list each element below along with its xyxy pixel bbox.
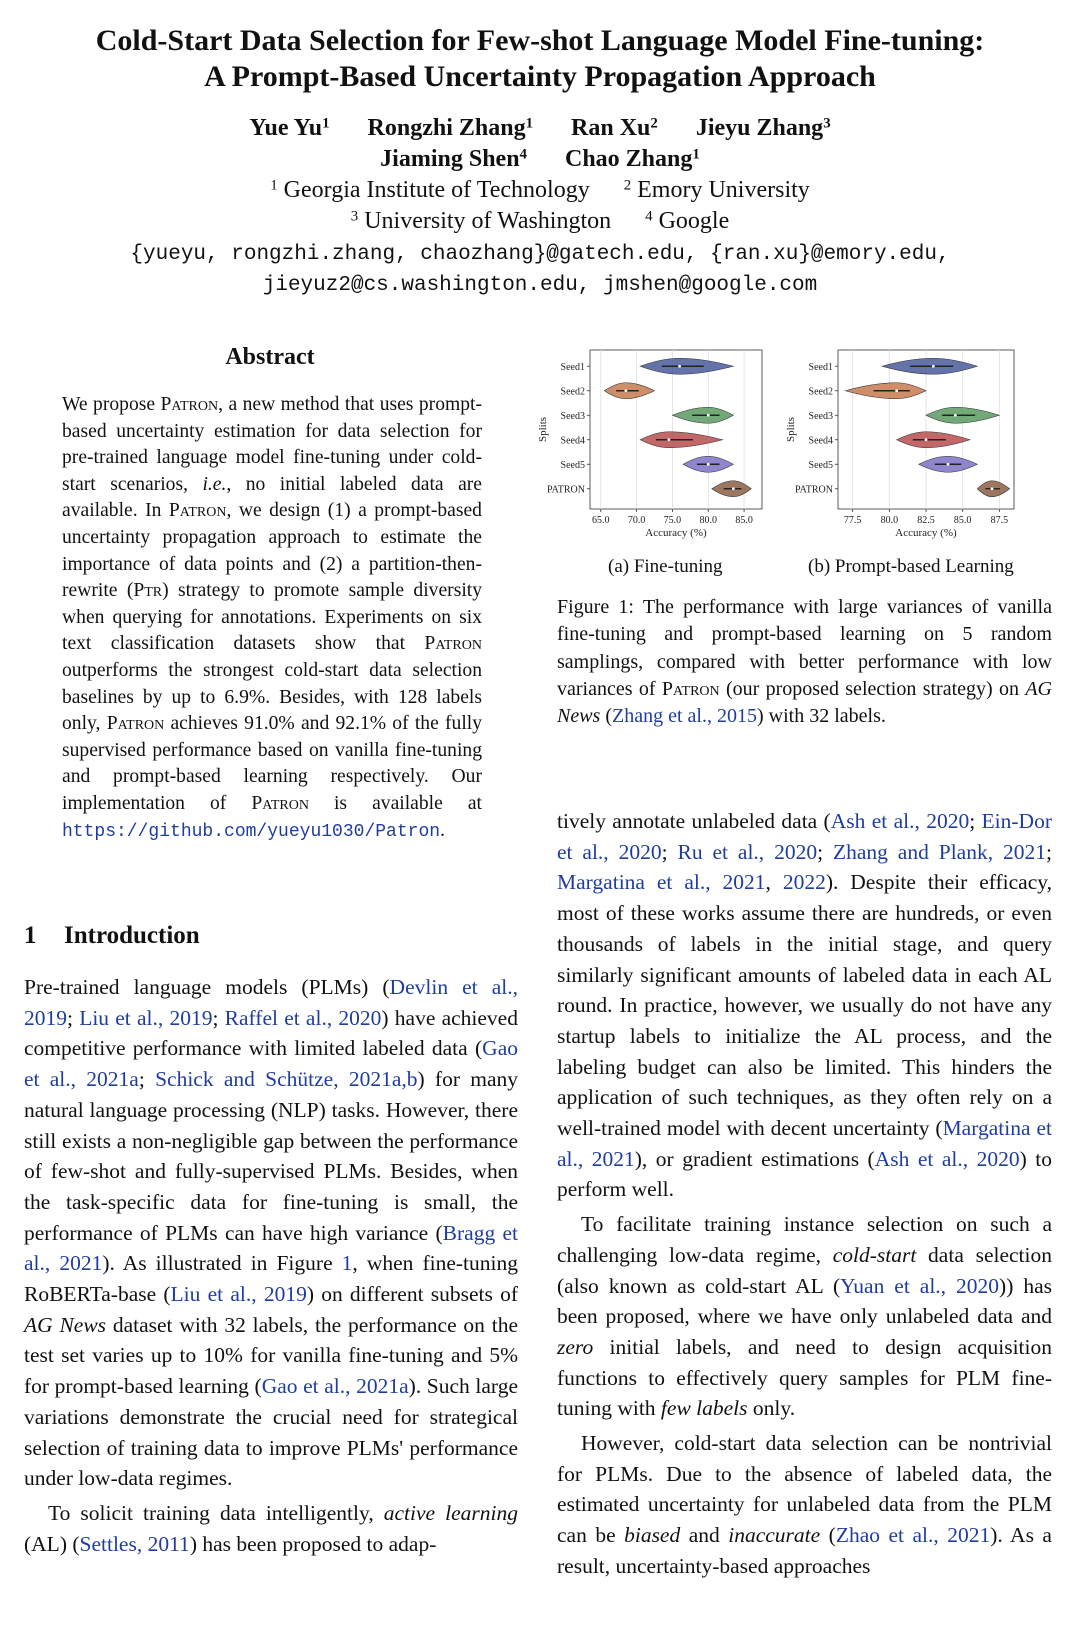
violin-median bbox=[932, 365, 935, 368]
intro-paragraph-2 bbox=[24, 1498, 518, 1559]
body-text: ; bbox=[212, 1005, 225, 1030]
subcaption-b: (b) Prompt-based Learning bbox=[808, 556, 1014, 577]
citation-link[interactable]: Margatina et al., 2021 bbox=[557, 1116, 1052, 1171]
citation-link[interactable]: Margatina et al., 2021 bbox=[557, 870, 766, 895]
body-text: and bbox=[680, 1523, 729, 1548]
x-tick-label: 77.5 bbox=[843, 515, 862, 526]
citation-link[interactable]: 1 bbox=[341, 1251, 353, 1276]
y-tick-label: Seed1 bbox=[808, 361, 833, 373]
body-text: ). Despite their efficacy, most of these works assume there are hundreds, or even thousands of labels in the initial stage, and query similarly significant amounts of labeled data in each AL round. In practice, however, we usually do not have any startup labels to initialize the AL process, and the labeling budget can also be limited. This hinders the application of such techniques, as they often rely on a well-trained model with decent uncertainty ( bbox=[557, 870, 1052, 1141]
body-text: ; bbox=[138, 1067, 156, 1092]
citation-link[interactable]: Gao et al., 2021a bbox=[24, 1036, 518, 1092]
code-repository-link[interactable]: https://github.com/yueyu1030/Patron bbox=[62, 821, 441, 842]
author-name: Jiaming Shen bbox=[380, 146, 520, 172]
citation-link[interactable]: Zhang and Plank, 2021 bbox=[832, 839, 1046, 864]
body-text: However, cold-start data selection can be nontrivial for PLMs. Due to the absence of labeled data, the estimated uncertainty for unlabeled data from the PLM can be bbox=[557, 1431, 1052, 1548]
y-tick-label: Seed2 bbox=[560, 386, 585, 398]
citation-link[interactable]: Liu et al., 2019 bbox=[170, 1282, 307, 1307]
citation-link[interactable]: Raffel et al., 2020 bbox=[224, 1005, 382, 1030]
abstract-heading: Abstract bbox=[225, 344, 315, 370]
affiliation: Emory University bbox=[637, 177, 810, 203]
violin-median bbox=[895, 389, 898, 392]
affiliation: Georgia Institute of Technology bbox=[283, 177, 590, 203]
body-text: , when fine-tuning RoBERTa-base ( bbox=[24, 1251, 518, 1307]
citation-link[interactable]: 2022 bbox=[782, 870, 826, 895]
violin-median bbox=[925, 438, 928, 441]
body-text: ), or gradient estimations ( bbox=[634, 1146, 875, 1171]
citation-link[interactable]: Yuan et al., 2020 bbox=[840, 1273, 1000, 1298]
citation-link[interactable]: Zhang et al., 2015 bbox=[612, 705, 757, 728]
y-tick-label: PATRON bbox=[547, 484, 585, 496]
emphasis-text: cold-start bbox=[832, 1242, 917, 1267]
citation-link[interactable]: Ash et al., 2020 bbox=[874, 1146, 1020, 1171]
emphasis-text: AG News bbox=[24, 1312, 107, 1337]
y-tick-label: Seed3 bbox=[560, 410, 585, 422]
subcaption-a: (a) Fine-tuning bbox=[608, 556, 723, 577]
body-text: )) has been proposed, where we have only unlabeled data and bbox=[557, 1273, 1053, 1329]
y-tick-label: Seed4 bbox=[560, 435, 585, 447]
email-line-2: jieyuz2@cs.washington.edu, jmshen@google.com bbox=[262, 274, 818, 297]
body-text: dataset with 32 labels, the performance on the test set varies up to 10% for vanilla fine-tuning and 5% for prompt-based learning ( bbox=[24, 1312, 518, 1399]
body-text: ) on different subsets of bbox=[306, 1282, 519, 1307]
email-line-1: {yueyu, rongzhi.zhang, chaozhang}@gatech.edu, {ran.xu}@emory.edu, bbox=[130, 243, 950, 266]
emphasis-text: inaccurate bbox=[728, 1523, 821, 1548]
citation-link[interactable]: Bragg et al., 2021 bbox=[24, 1220, 519, 1276]
y-tick-label: Seed5 bbox=[808, 459, 833, 471]
violin-median bbox=[707, 414, 710, 417]
affiliation: Google bbox=[658, 208, 730, 234]
author-name: Yue Yu bbox=[249, 115, 323, 141]
x-axis-label: Accuracy (%) bbox=[895, 527, 957, 539]
citation-link[interactable]: Ash et al., 2020 bbox=[830, 809, 970, 833]
author-line-1: Yue Yu$^1$ Rongzhi Zhang$^1$ Ran Xu$^2$ Jieyu Zhang$^3$ bbox=[249, 115, 831, 141]
body-text: To facilitate training instance selection on such a challenging low-data regime, bbox=[557, 1212, 1052, 1267]
citation-link[interactable]: Schick and Schütze, 2021a,b bbox=[155, 1067, 418, 1092]
figure-1-caption: Figure 1: The performance with large variances of vanilla fine-tuning and prompt-based learning on 5 random samplings, compared with better performance with low variances of Patron (our proposed selection strategy) on AG News (Zhang et al., 2015) with 32 labels. bbox=[557, 596, 1052, 728]
x-tick-label: 80.0 bbox=[880, 515, 899, 526]
citation-link[interactable]: Zhao et al., 2021 bbox=[835, 1523, 991, 1548]
body-text: initial labels, and need to design acquisition functions to effectively query samples for PLM fine-tuning with bbox=[557, 1334, 1052, 1421]
right-column-body bbox=[557, 806, 1052, 1582]
citation-link[interactable]: Ein-Dor et al., 2020 bbox=[557, 809, 1052, 864]
body-text: ) have achieved competitive performance with limited labeled data ( bbox=[24, 1005, 518, 1061]
violin-median bbox=[678, 365, 681, 368]
body-text: data selection (also known as cold-start AL ( bbox=[557, 1242, 1052, 1298]
y-tick-label: Seed1 bbox=[560, 361, 585, 373]
body-text: ; bbox=[969, 809, 982, 833]
y-tick-label: Seed5 bbox=[560, 459, 585, 471]
intro-paragraph-1 bbox=[24, 972, 518, 1494]
violin-median bbox=[732, 487, 735, 490]
y-tick-label: Seed4 bbox=[808, 435, 833, 447]
y-tick-label: PATRON bbox=[795, 484, 833, 496]
author-name: Chao Zhang bbox=[564, 146, 693, 172]
author-name: Rongzhi Zhang bbox=[367, 115, 526, 141]
affiliation: University of Washington bbox=[364, 208, 612, 234]
emphasis-text: zero bbox=[557, 1334, 594, 1359]
left-column-body bbox=[24, 972, 518, 1559]
body-text: ; bbox=[67, 1005, 80, 1030]
body-text: , bbox=[765, 870, 783, 895]
x-axis-label: Accuracy (%) bbox=[645, 527, 707, 539]
affiliation-line-1: $^1$ Georgia Institute of Technology $^2$ Emory University bbox=[270, 177, 810, 203]
body-text: Pre-trained language models (PLMs) ( bbox=[24, 975, 390, 999]
citation-link[interactable]: Liu et al., 2019 bbox=[79, 1005, 213, 1030]
emphasis-text: few labels bbox=[660, 1396, 748, 1421]
violin-median bbox=[947, 463, 950, 466]
emphasis-text: active learning bbox=[383, 1500, 518, 1525]
body-text: ; bbox=[1046, 839, 1052, 864]
violin-median bbox=[667, 438, 670, 441]
paper-title-line-2: A Prompt-Based Uncertainty Propagation Approach bbox=[204, 60, 876, 93]
x-tick-label: 87.5 bbox=[990, 515, 1009, 526]
body-text: ) has been proposed to adap- bbox=[189, 1531, 437, 1556]
body-text: (AL) ( bbox=[24, 1531, 80, 1556]
y-tick-label: Seed3 bbox=[808, 410, 833, 422]
author-name: Ran Xu bbox=[571, 115, 651, 141]
right-paragraph-1 bbox=[557, 806, 1052, 1205]
x-tick-label: 85.0 bbox=[735, 515, 753, 526]
figure-1 bbox=[537, 350, 1048, 580]
affiliation-line-2: $^3$ University of Washington $^4$ Google bbox=[350, 208, 730, 234]
abstract-body: We propose Patron, a new method that uses prompt-based uncertainty estimation for data selection for pre-trained language model fine-tuning under cold-start scenarios, i.e., no initial labeled data are available. In Patron, we design (1) a prompt-based uncertainty propagation approach to estimate the importance of data points and (2) a partition-then-rewrite (Ptr) strategy to promote sample diversity when querying for annotations. Experiments on six text classification datasets show that Patron outperforms the strongest cold-start data selection baselines by up to 6.9%. Besides, with 128 labels only, Patron achieves 91.0% and 92.1% of the fully supervised performance based on vanilla fine-tuning and prompt-based learning respectively. Our implementation of Patron is available at https://github.com/yueyu1030/Patron. bbox=[62, 394, 483, 842]
body-text: only. bbox=[747, 1396, 796, 1421]
section-heading-introduction: 1 Introduction bbox=[24, 922, 200, 949]
body-text: tively annotate unlabeled data ( bbox=[557, 809, 831, 833]
violin-median bbox=[991, 487, 994, 490]
body-text: To solicit training data intelligently, bbox=[48, 1500, 384, 1525]
x-tick-label: 82.5 bbox=[917, 515, 935, 526]
body-text: ; bbox=[661, 839, 678, 864]
y-tick-label: Seed2 bbox=[808, 386, 833, 398]
x-tick-label: 85.0 bbox=[953, 515, 972, 526]
violin-median bbox=[624, 389, 627, 392]
x-tick-label: 65.0 bbox=[592, 515, 610, 526]
body-text: ). As a result, uncertainty-based approaches bbox=[557, 1523, 1052, 1578]
x-tick-label: 80.0 bbox=[699, 515, 717, 526]
right-paragraph-3 bbox=[557, 1428, 1052, 1582]
body-text: ). Such large variations demonstrate the crucial need for strategical selection of training data to improve PLMs' performance under low-data regimes. bbox=[24, 1374, 518, 1491]
violin-median bbox=[707, 463, 710, 466]
body-text: ( bbox=[820, 1523, 836, 1548]
author-line-2: Jiaming Shen$^4$ Chao Zhang$^1$ bbox=[380, 146, 700, 172]
citation-link[interactable]: Ru et al., 2020 bbox=[677, 839, 818, 864]
violin-plot-prompt-based bbox=[785, 350, 1014, 539]
emphasis-text: biased bbox=[624, 1523, 681, 1548]
citation-link[interactable]: Settles, 2011 bbox=[79, 1531, 190, 1556]
x-tick-label: 75.0 bbox=[663, 515, 682, 526]
violin-median bbox=[954, 414, 957, 417]
citation-link[interactable]: Gao et al., 2021a bbox=[261, 1374, 409, 1399]
right-paragraph-2 bbox=[557, 1209, 1052, 1424]
y-axis-label: Splits bbox=[785, 416, 797, 443]
citation-link[interactable]: Devlin et al., 2019 bbox=[24, 975, 518, 1030]
x-tick-label: 70.0 bbox=[627, 515, 646, 526]
body-text: ; bbox=[817, 839, 833, 864]
y-axis-label: Splits bbox=[537, 416, 549, 443]
author-name: Jieyu Zhang bbox=[695, 115, 824, 141]
paper-title-line-1: Cold-Start Data Selection for Few-shot Language Model Fine-tuning: bbox=[95, 24, 985, 57]
body-text: ) for many natural language processing (NLP) tasks. However, there still exists a non-negligible gap between the performance of few-shot and fully-supervised PLMs. Besides, when the task-specific data for fine-tuning is small, the performance of PLMs can have high variance ( bbox=[24, 1067, 518, 1245]
body-text: ). As illustrated in Figure bbox=[102, 1251, 342, 1276]
body-text: ) to perform well. bbox=[557, 1146, 1052, 1202]
violin-plot-fine-tuning bbox=[537, 350, 762, 539]
